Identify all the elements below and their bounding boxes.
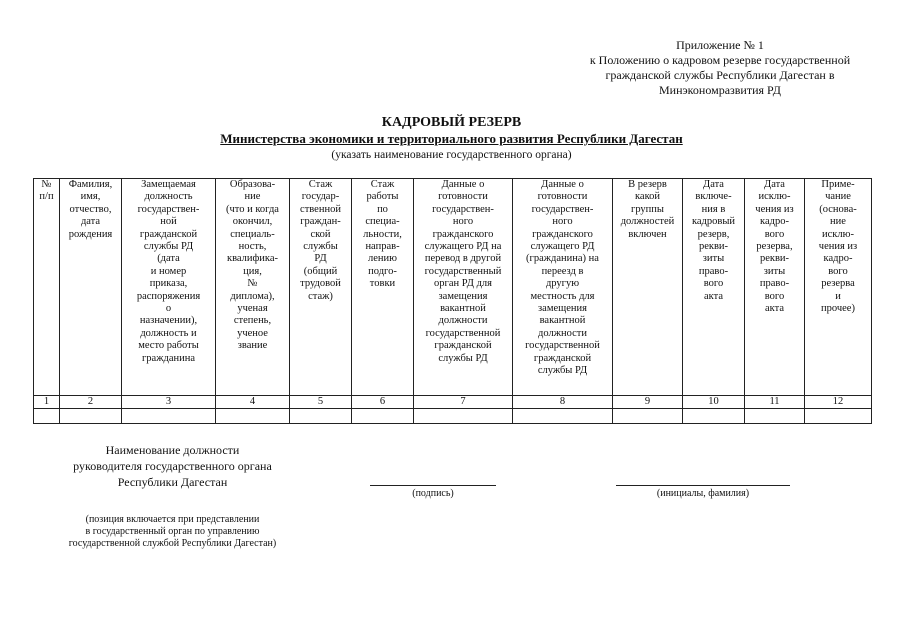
header-position-group: В резерв какой группы должностей включен bbox=[613, 179, 683, 396]
empty-cell[interactable] bbox=[414, 409, 513, 424]
empty-cell[interactable] bbox=[683, 409, 745, 424]
column-number: 11 bbox=[745, 396, 805, 409]
appendix-line-2: к Положению о кадровом резерве государственной bbox=[589, 53, 851, 67]
header-inclusion-date: Дата включе- ния в кадровый резерв, рекви- зиты право- вого акта bbox=[683, 179, 745, 396]
header-full-name: Фамилия, имя, отчество, дата рождения bbox=[60, 179, 122, 396]
column-number: 12 bbox=[805, 396, 872, 409]
appendix-line-3: гражданской службы Республики Дагестан в bbox=[605, 68, 835, 82]
header-civil-service-experience: Стаж государ- ственной граждан- ской службы РД (общий трудовой стаж) bbox=[290, 179, 352, 396]
initials-label: (инициалы, фамилия) bbox=[656, 488, 750, 499]
initials-line[interactable] bbox=[616, 485, 790, 486]
document-title: КАДРОВЫЙ РЕЗЕРВ bbox=[381, 115, 522, 130]
header-current-position: Замещаемая должность государствен- ной гражданской службы РД (дата и номер приказа, распоряжения о назначении), должность и место работы гражданина bbox=[122, 179, 216, 396]
empty-cell[interactable] bbox=[352, 409, 414, 424]
subtitle-note: (указать наименование государственного органа) bbox=[331, 149, 572, 161]
empty-cell[interactable] bbox=[513, 409, 613, 424]
column-number: 2 bbox=[60, 396, 122, 409]
empty-data-row bbox=[34, 409, 872, 424]
empty-cell[interactable] bbox=[60, 409, 122, 424]
empty-cell[interactable] bbox=[34, 409, 60, 424]
empty-cell[interactable] bbox=[745, 409, 805, 424]
header-transfer-readiness: Данные о готовности государствен- ного гражданского служащего РД на перевод в другой государственный орган РД для замещения вакантной должности государственной гражданской службы РД bbox=[414, 179, 513, 396]
signature-line[interactable] bbox=[370, 485, 496, 486]
empty-cell[interactable] bbox=[216, 409, 290, 424]
empty-cell[interactable] bbox=[290, 409, 352, 424]
column-number: 3 bbox=[122, 396, 216, 409]
head-position-title: Наименование должности руководителя государственного органа Республики Дагестан bbox=[73, 443, 272, 489]
column-number: 5 bbox=[290, 396, 352, 409]
column-number: 4 bbox=[216, 396, 290, 409]
column-number-row bbox=[34, 396, 872, 409]
appendix-reference bbox=[540, 38, 900, 98]
header-exclusion-date: Дата исклю- чения из кадро- вого резерва, рекви- зиты право- вого акта bbox=[745, 179, 805, 396]
header-row bbox=[34, 179, 872, 396]
header-remarks: Приме- чание (основа- ние исклю- чения из кадро- вого резерва и прочее) bbox=[805, 179, 872, 396]
footer-note: (позиция включается при представлении в государственный орган по управлению государственной службой Республики Дагестан) bbox=[68, 514, 277, 549]
empty-cell[interactable] bbox=[805, 409, 872, 424]
empty-cell[interactable] bbox=[122, 409, 216, 424]
column-number: 9 bbox=[613, 396, 683, 409]
column-number: 7 bbox=[414, 396, 513, 409]
signature-label: (подпись) bbox=[412, 488, 454, 499]
header-education: Образова- ние (что и когда окончил, специаль- ность, квалифика- ция, № диплома), ученая степень, ученое звание bbox=[216, 179, 290, 396]
column-number: 1 bbox=[34, 396, 60, 409]
appendix-line-4: Минэкономразвития РД bbox=[659, 83, 781, 97]
ministry-name: Министерства экономики и территориального развития Республики Дагестан bbox=[220, 131, 683, 146]
header-specialty-experience: Стаж работы по специа- льности, направ- лению подго- товки bbox=[352, 179, 414, 396]
empty-cell[interactable] bbox=[613, 409, 683, 424]
column-number: 8 bbox=[513, 396, 613, 409]
header-number: № п/п bbox=[34, 179, 60, 396]
reserve-table bbox=[33, 178, 872, 424]
column-number: 10 bbox=[683, 396, 745, 409]
header-relocation-readiness: Данные о готовности государствен- ного гражданского служащего РД (гражданина) на переезд в другую местность для замещения вакантной должности государственной гражданской службы РД bbox=[513, 179, 613, 396]
column-number: 6 bbox=[352, 396, 414, 409]
appendix-line-1: Приложение № 1 bbox=[676, 38, 764, 52]
